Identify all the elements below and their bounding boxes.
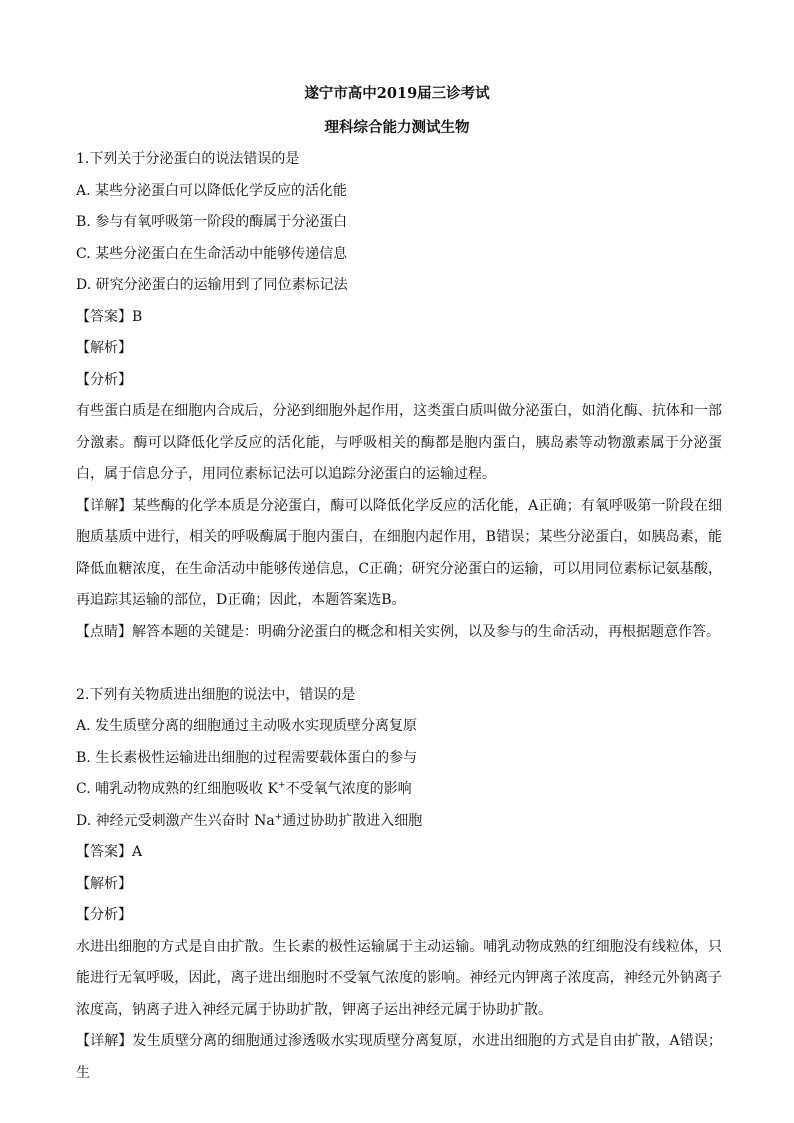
analysis-label: 【解析】 bbox=[76, 875, 132, 892]
question-stem: 2.下列有关物质进出细胞的说法中，错误的是 bbox=[76, 686, 356, 703]
detail-paragraph: 【详解】发生质壁分离的细胞通过渗透吸水实现质壁分离复原，水进出细胞的方式是自由扩散，A错误；生 bbox=[76, 1033, 722, 1081]
page-subtitle: 理科综合能力测试生物 bbox=[324, 119, 470, 136]
question-1 bbox=[76, 144, 722, 648]
analysis-label: 【解析】 bbox=[76, 340, 132, 356]
ion-charge: + bbox=[274, 811, 283, 822]
option-b: B. 参与有氧呼吸第一阶段的酶属于分泌蛋白 bbox=[76, 214, 348, 230]
question-gap bbox=[76, 648, 722, 680]
comment-paragraph: 【点睛】解答本题的关键是：明确分泌蛋白的概念和相关实例，以及参与的生命活动，再根据题意作答。 bbox=[76, 623, 720, 640]
option-c: C. 某些分泌蛋白在生命活动中能够传递信息 bbox=[76, 245, 348, 262]
option-b: B. 生长素极性运输进出细胞的过程需要载体蛋白的参与 bbox=[76, 749, 418, 766]
ion-charge: + bbox=[278, 780, 286, 791]
fenxi-label: 【分析】 bbox=[76, 371, 132, 388]
answer-line: 【答案】A bbox=[76, 844, 143, 860]
option-d-after: 通过协助扩散进入细胞 bbox=[282, 812, 423, 829]
document-body bbox=[76, 144, 722, 1089]
option-d: D. 研究分泌蛋白的运输用到了同位素标记法 bbox=[76, 277, 348, 293]
option-c-before: C. 哺乳动物成熟的红细胞吸收 K bbox=[76, 781, 279, 797]
page-title: 遂宁市高中2019届三诊考试 bbox=[304, 85, 490, 102]
fenxi-label: 【分析】 bbox=[76, 907, 132, 923]
detail-paragraph: 【详解】某些酶的化学本质是分泌蛋白，酶可以降低化学反应的活化能，A正确；有氧呼吸第一阶段在细胞质基质中进行，相关的呼吸酶属于胞内蛋白，在细胞内起作用，B错误；某些分泌蛋白，如胰岛素，能降低血糖浓度，在生命活动中能够传递信息，C正确；研究分泌蛋白的运输，可以用同位素标记氨基酸，再追踪其运输的部位，D正确；因此，本题答案选B。 bbox=[76, 497, 722, 608]
option-d-before: D. 神经元受刺激产生兴奋时 Na bbox=[76, 812, 275, 829]
fenxi-paragraph: 有些蛋白质是在细胞内合成后，分泌到细胞外起作用，这类蛋白质叫做分泌蛋白，如消化酶、抗体和一部分激素。酶可以降低化学反应的活化能，与呼吸相关的酶都是胞内蛋白，胰岛素等动物激素属于分泌蛋白，属于信息分子，用同位素标记法可以追踪分泌蛋白的运输过程。 bbox=[76, 403, 722, 482]
option-c bbox=[76, 774, 722, 806]
fenxi-paragraph: 水进出细胞的方式是自由扩散。生长素的极性运输属于主动运输。哺乳动物成熟的红细胞没有线粒体，只能进行无氧呼吸，因此，离子进出细胞时不受氧气浓度的影响。神经元内钾离子浓度高，神经元外钠离子浓度高，钠离子进入神经元属于协助扩散，钾离子运出神经元属于协助扩散。 bbox=[76, 938, 722, 1018]
option-a: A. 某些分泌蛋白可以降低化学反应的活化能 bbox=[76, 182, 348, 199]
answer-line: 【答案】B bbox=[76, 308, 143, 325]
question-2 bbox=[76, 680, 722, 1090]
option-d bbox=[76, 806, 722, 838]
question-stem: 1.下列关于分泌蛋白的说法错误的是 bbox=[76, 151, 300, 167]
option-c-after: 不受氧气浓度的影响 bbox=[285, 781, 412, 797]
option-a: A. 发生质壁分离的细胞通过主动吸水实现质壁分离复原 bbox=[76, 718, 418, 734]
